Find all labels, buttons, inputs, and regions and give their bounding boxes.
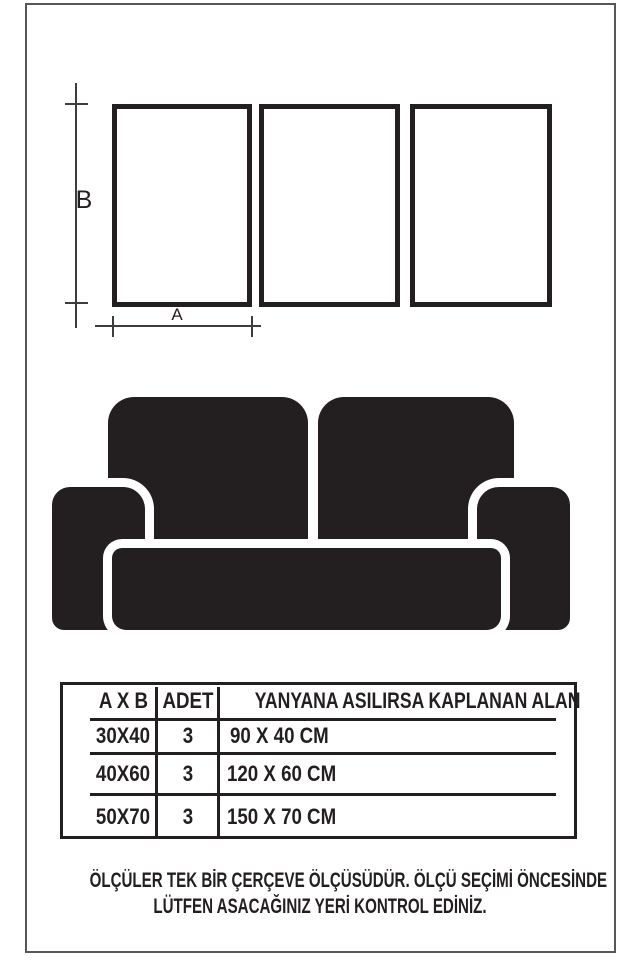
width-dimension-tick-left [112, 316, 114, 337]
table-row-coverage: 90 X 40 CM [230, 723, 329, 748]
table-row-size: 50X70 [95, 804, 150, 829]
height-dimension-tick-bottom [65, 302, 88, 304]
frame-2 [259, 104, 400, 307]
header-coverage: YANYANA ASILIRSA KAPLANAN ALAN [254, 688, 581, 713]
width-dimension-label: A [171, 305, 183, 324]
header-size: A X B [98, 688, 148, 713]
frame-1 [112, 104, 252, 307]
table-row-coverage: 120 X 60 CM [227, 761, 337, 786]
table-row-quantity: 3 [182, 804, 194, 829]
table-row-size: 40X60 [95, 761, 150, 786]
table-row-coverage: 150 X 70 CM [227, 804, 337, 829]
sofa-seat-icon [112, 548, 501, 630]
column-separator-1 [155, 687, 158, 836]
width-dimension-tick-right [251, 316, 253, 337]
width-dimension-line [95, 325, 261, 327]
height-dimension-label: B [75, 186, 93, 214]
table-row-size: 30X40 [95, 723, 150, 748]
table-row-quantity: 3 [182, 723, 194, 748]
table-row-quantity: 3 [182, 761, 194, 786]
footer-note-line-2: LÜTFEN ASACAĞINIZ YERİ KONTROL EDİNİZ. [153, 895, 487, 918]
column-separator-2 [217, 687, 220, 836]
frame-3 [410, 104, 552, 307]
header-quantity: ADET [162, 688, 214, 713]
footer-note-line-1: ÖLÇÜLER TEK BİR ÇERÇEVE ÖLÇÜSÜDÜR. ÖLÇÜ SEÇİMİ ÖNCESİNDE [89, 869, 608, 892]
height-dimension-tick-top [65, 103, 88, 105]
